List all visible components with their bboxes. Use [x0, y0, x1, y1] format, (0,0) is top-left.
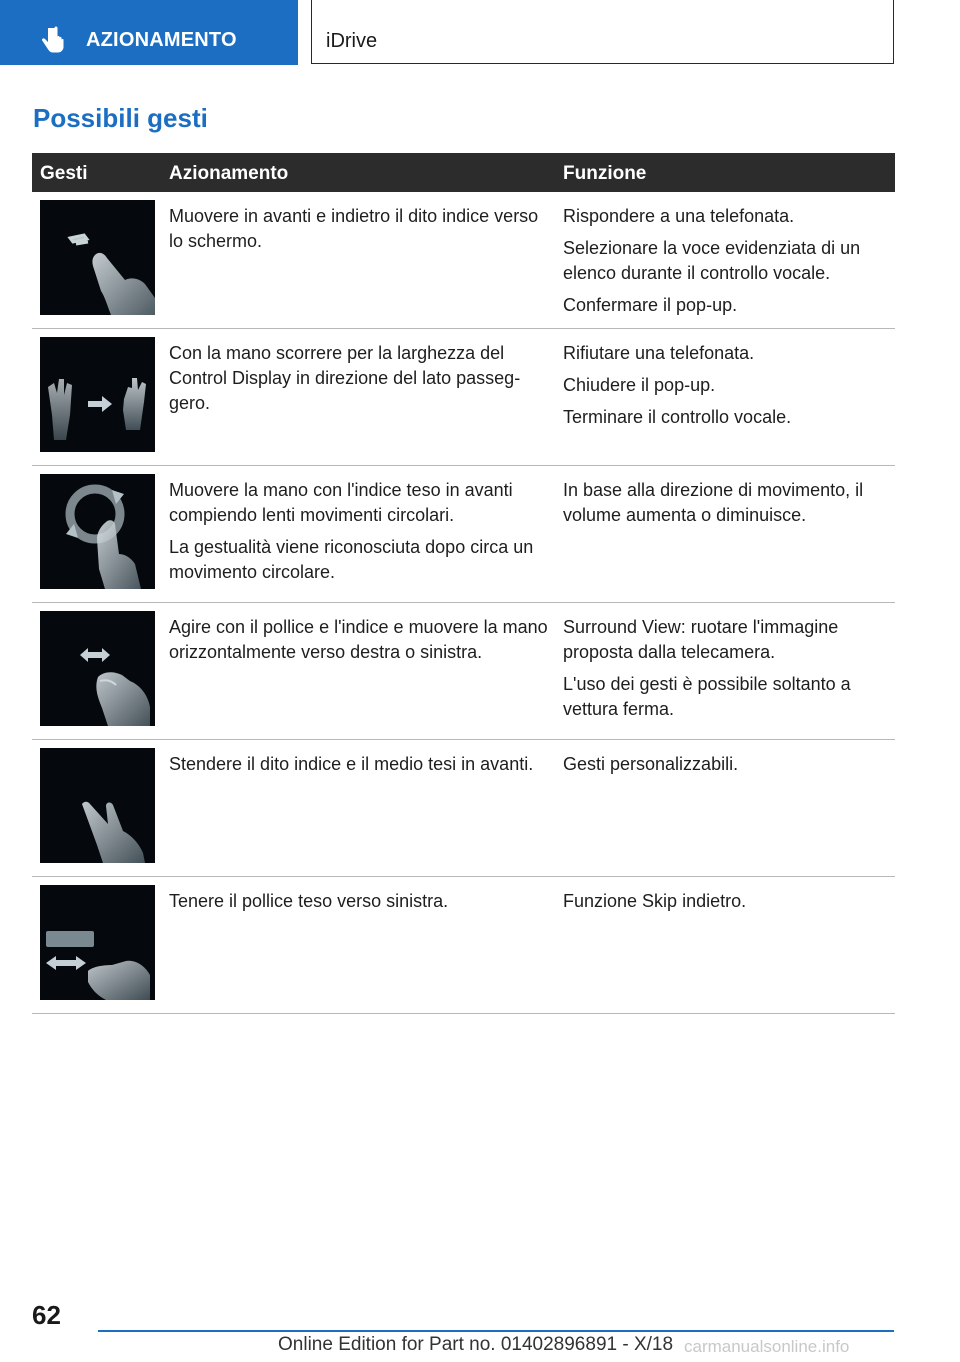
function-cell: Rifiutare una telefonata. Chiudere il pop-up. Terminare il controllo vocale. — [563, 343, 792, 427]
thumb-left-gesture-icon — [40, 885, 155, 1000]
column-header-gesti: Gesti — [40, 163, 88, 184]
function-cell: Rispondere a una telefonata. Selezionare la voce evidenziata di un elenco durante il controllo vocale. Confermare il pop-up. — [563, 206, 861, 315]
hand-swipe-gesture-icon — [40, 337, 155, 452]
table-row — [32, 740, 895, 877]
function-cell: In base alla direzione di movimento, il volume aumenta o diminuisce. — [563, 480, 864, 525]
pinch-swipe-gesture-icon — [40, 611, 155, 726]
function-cell: Gesti personalizzabili. — [563, 754, 739, 774]
gestures-table — [32, 153, 895, 1014]
action-cell: Tenere il pollice teso verso sinistra. — [169, 891, 449, 911]
two-finger-gesture-icon — [40, 748, 155, 863]
table-row — [32, 466, 895, 603]
action-cell: Con la mano scorrere per la larghezza del Control Display in direzione del lato passeg-gero. — [169, 343, 521, 413]
action-cell: Stendere il dito indice e il medio tesi in avanti. — [169, 754, 534, 774]
column-header-funzione: Funzione — [563, 163, 647, 184]
table-row — [32, 603, 895, 740]
footer-divider — [98, 1330, 894, 1332]
column-header-azionamento: Azionamento — [169, 163, 289, 184]
finger-tap-gesture-icon — [40, 200, 155, 315]
page-title: Possibili gesti — [33, 103, 208, 133]
action-cell: Muovere la mano con l'indice teso in avanti compiendo lenti movimenti circolari. La gestualità viene riconosciuta dopo circa un movimento circolare. — [169, 480, 534, 582]
section-tab[interactable] — [0, 0, 298, 65]
table-row — [32, 192, 895, 329]
watermark: carmanualsonline.info — [684, 1337, 850, 1356]
chapter-label: iDrive — [326, 30, 378, 52]
action-cell: Agire con il pollice e l'indice e muovere la mano orizzontalmente verso destra o sinistra. — [169, 617, 548, 662]
chapter-tab[interactable] — [311, 0, 894, 64]
function-cell: Funzione Skip indietro. — [563, 891, 747, 911]
circular-finger-gesture-icon — [40, 474, 155, 589]
function-cell: Surround View: ruotare l'immagine proposta dalla telecamera. L'uso dei gesti è possibile soltanto a vettura ferma. — [563, 617, 851, 719]
page-number: 62 — [32, 1300, 61, 1330]
edition-text: Online Edition for Part no. 01402896891 - X/18 — [278, 1334, 674, 1355]
hand-pointer-icon — [40, 26, 66, 54]
table-header — [32, 153, 895, 192]
action-cell: Muovere in avanti e indietro il dito indice verso lo schermo. — [169, 206, 539, 251]
section-label: AZIONAMENTO — [86, 29, 237, 51]
table-row — [32, 329, 895, 466]
table-row — [32, 877, 895, 1014]
